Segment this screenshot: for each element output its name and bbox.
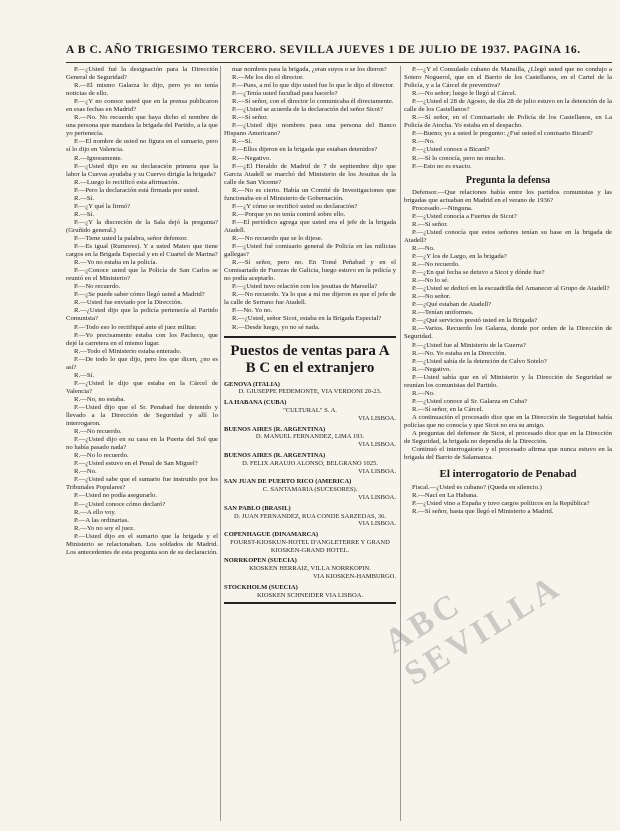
paragraph: P.—¿Usted conoce a Bicard? (412, 146, 490, 154)
sales-point-entry (224, 531, 396, 554)
sales-point-addr: D. MANUEL FERNANDEZ, LIMA 193. (255, 433, 365, 441)
sales-point-via: VIA KIOSKEN-HAMBURGO. (312, 573, 396, 581)
sales-points-title: Puestos de ventas para A B C en el extranjero (230, 342, 390, 376)
paragraph: P.—¿Usted dijo en su declaración primera que la labor la Cuevas ayudaba y su Cuervo dirigía la brigada? (66, 162, 218, 178)
sales-point-addr: D. GIUSEPPE PEDEMONTE, VIA VERDONI 20-23. (238, 388, 382, 396)
paragraph: P.—Usted sabía que en el Ministerio y la Dirección de Seguridad se reunían los comunistas del Partido. (404, 373, 612, 389)
paragraph: P.—A las ordinarias. (74, 516, 129, 524)
sales-points-box (224, 336, 396, 605)
sales-point-via: VIA LISBOA. (358, 414, 396, 422)
paragraph: R.—No. Yo estaba en la Dirección. (412, 349, 507, 357)
paragraph: P.—¿Usted fué comisario general de Policía en las milicias gallegas? (224, 243, 396, 259)
paragraph: P.—De todo lo que dijo, pero los que dicen, ¿no es así? (66, 355, 218, 371)
paragraph: P.—Esto no es exacto. (412, 162, 472, 170)
sales-point-entry (224, 478, 396, 501)
paragraph: P.—¿Se puede saber cómo llegó usted a Madrid? (74, 291, 205, 299)
paragraph: A continuación el procesado dice que en la Dirección de Seguridad había policías que no conocía y que Sicot no era su amigo. (404, 413, 612, 429)
sales-point-entry (224, 381, 396, 397)
paragraph: R.—Negativo. (412, 365, 452, 373)
sales-point-city: SAN JUAN DE PUERTO RICO (AMERICA) (224, 478, 352, 486)
sales-point-entry (224, 557, 396, 580)
sales-point-addr: KIOSKEN SCHNEIDER VIA LISBOA. (256, 591, 364, 599)
paragraph: R.—Sí. (232, 138, 253, 146)
paragraph: R.—No, no estaba. (74, 395, 126, 403)
paragraph: R.—Ignoramente. (74, 154, 123, 162)
paragraph: P.—¿Usted sabía de la detención de Calvo Sotelo? (412, 357, 547, 365)
paragraph: P.—¿Y los de Largo, en la brigada? (412, 252, 507, 260)
paragraph: R.—No lo recuerdo. (74, 452, 129, 460)
paragraph: R.—No lo sé. (412, 277, 449, 285)
paragraph: R.—No recuerdo. Ya lo que a mí me dijeron es que el jefe de la calle de Serrano fue Atadell. (224, 291, 396, 307)
sales-point-city: GENOVA (ITALIA) (224, 380, 280, 388)
paragraph: P.—¿Y la discreción de la Sala dejó la pregunta? (Gruñido general.) (66, 218, 218, 234)
paragraph: P.—¿Conoce usted que la Policía de San Carlos se reunió en el Ministerio? (66, 267, 218, 283)
paragraph: P.—¿Qué estaban de Atadell? (412, 301, 492, 309)
paragraph: R.—Yo no soy el juez. (74, 524, 135, 532)
paragraph: mar nombres para la brigada, ¿eran suyos o se los dieron? (232, 66, 387, 73)
paragraph: P.—Todo eso lo rectifiqué ante el juez militar. (74, 323, 197, 331)
paragraph: R.—Yo no estaba en la policía. (74, 259, 158, 267)
paragraph: P.—¿Y qué la firmó? (74, 202, 131, 210)
paragraph: R.—Nací en La Habana. (412, 492, 478, 500)
sales-point-addr: "CULTURAL" S. A. (283, 406, 337, 414)
paragraph: R.—Sí señor. (412, 220, 448, 228)
paragraph: R.—Sí señor, pero no. En Tomé Peñabad y en el Comisariado de Fuerzas de Galicia, luego estuvo en la policía y no podía aceptarlo. (224, 259, 396, 283)
column-3 (404, 66, 612, 821)
paragraph: P.—Pues, a mí lo que dijo usted fue lo que le dijo el director. (232, 82, 395, 90)
paragraph: P.—Ellos dijeron en la brigada que estaban detenidos? (232, 146, 378, 154)
paragraph: P.—¿Usted dijo en su casa en la Puerta del Sol que no había pasado nada? (66, 436, 218, 452)
sales-point-addr: C. SANTAMARIA (SUCESORES). (262, 486, 358, 494)
paragraph: R.—Sí señor, hasta que llegó el Ministerio a Madrid. (412, 508, 554, 516)
paragraph: R.—Sí. (74, 210, 95, 218)
sales-point-addr: FOURST-KIOSKUN-HOTEL D'ANGLETERRE Y GRAND KIOSKEN-GRAND HOTEL. (230, 538, 390, 554)
column-2 (224, 66, 396, 821)
paragraph: R.—No. (74, 468, 97, 476)
sales-point-entry (224, 399, 396, 422)
paragraph: P.—¿Usted sabe que el sumario fue instruido por los Tribunales Populares? (66, 476, 218, 492)
paragraph: R.—No recuerdo que se lo dijese. (232, 234, 323, 242)
paragraph: R.—No. (412, 389, 435, 397)
paragraph: R.—Sí. (74, 371, 95, 379)
sales-point-via: VIA LISBOA. (358, 493, 396, 501)
paragraph: R.—A ello voy. (74, 508, 116, 516)
sales-point-entry (224, 505, 396, 528)
paragraph: P.—¿Usted conocía que estos señores tenían su base en la brigada de Atadell? (404, 228, 612, 244)
sales-point-entry (224, 452, 396, 475)
sales-point-city: BUENOS AIRES (R. ARGENTINA) (224, 425, 326, 433)
paragraph: Continuó el interrogatorio y el procesado afirma que nunca estuvo en la brigada del Barrio de Salamanca. (404, 446, 612, 462)
paragraph: R.—¿Usted, señor Sicot, estaba en la Brigada Especial? (232, 315, 382, 323)
paragraph: P.—¿Usted se dedicó en la escuadrilla del Amanecer al Grupo de Atadell? (412, 285, 610, 293)
section-heading: Pregunta la defensa (465, 174, 551, 186)
paragraph: P.—Usted dijo en el sumario que la brigada y el Ministerio se relacionaban. Los soldados de Madrid. Los antecedentes de esta pregunta son de su declaración. (66, 532, 218, 556)
paragraph: R.—No señor. (412, 293, 451, 301)
paragraph: P.—No. Yo no. (232, 307, 273, 315)
sales-points-list (224, 381, 396, 600)
paragraph: P.—¿Usted le dijo que estaba en la Cárcel de Valencia? (66, 379, 218, 395)
paragraph: R.—Todo el Ministerio estaba enterado. (74, 347, 182, 355)
paragraph: R.—No recuerdo. (412, 261, 460, 269)
interrogation-text (404, 66, 612, 171)
paragraph: R.—No. (412, 244, 435, 252)
paragraph: P.—¿Y el Consulado cubano de Mansilla, ¿Llegó usted que no condujo a Sotero Noguerol, que en el Barrio de los Castellanos, en el Cartel de la Policía, y a la Cárcel de preventiva? (404, 66, 612, 90)
paragraph: P.—Usted no podía asegurarlo. (74, 492, 158, 500)
column-divider (220, 66, 221, 821)
defense-questions (404, 189, 612, 463)
sales-point-city: STOCKHOLM (SUECIA) (224, 583, 298, 591)
paragraph: P.—¿Y no conoce usted que en la prensa publicaron en esas fechas en Madrid? (66, 98, 218, 114)
paragraph: R.—Usted fue enviado por la Dirección. (74, 299, 183, 307)
paragraph: P.—El nombre de usted no figura en el sumario, pero sí lo dijo en Valencia. (66, 138, 218, 154)
paragraph: P.—¿Usted fue al Ministerio de la Guerra? (412, 341, 526, 349)
sales-point-addr: KIOSKEN HERRAIZ, VILLA NORRKOPIN. (249, 565, 371, 573)
paragraph: R.—Desde luego, yo no sé nada. (232, 323, 320, 331)
paragraph: R.—Negativo. (232, 154, 272, 162)
paragraph: P.—No recuerdo. (74, 283, 121, 291)
paragraph: P.—¿En qué fecha se detuvo a Sicot y dónde fue? (412, 269, 545, 277)
paragraph: P.—¿Usted conocía a Fuertes de Sicot? (412, 212, 517, 220)
paragraph: R.—Sí lo conocía, pero no mucho. (412, 154, 505, 162)
paragraph: P.—Yo precisamente estaba con los Pacheco, que dejé la carretera en el mismo lugar. (66, 331, 218, 347)
paragraph: R.—Me los dio el director. (232, 74, 304, 82)
paragraph: R.—Varios. Recuerdo los Galarza, donde por orden de la Dirección de Seguridad. (404, 325, 612, 341)
watermark: ABC SEVILLA (378, 567, 569, 693)
sales-point-entry (224, 426, 396, 449)
header-rule (66, 62, 612, 63)
paragraph: R.—No. No recuerdo que haya dicho el nombre de una persona que mandara la brigada del Partido, a la que yo pertenecía. (66, 114, 218, 138)
paragraph: P.—¿Tenía usted facultad para hacerlo? (232, 90, 338, 98)
paragraph: P.—¿Usted se acuerda de la declaración del señor Sicot? (232, 106, 383, 114)
paragraph: R.—¿Usted dijo que la policía pertenecía al Partido Comunista? (66, 307, 218, 323)
page-header: A B C. AÑO TRIGESIMO TERCERO. SEVILLA JUEVES 1 DE JULIO DE 1937. PAGINA 16. (66, 44, 581, 56)
column-divider (400, 66, 401, 821)
paragraph: P.—Es igual (Rumores). Y a usted Mateo que tiene cargos en la Brigada Especial y en el Cuartel de Marina? (66, 243, 218, 259)
sales-point-entry (224, 584, 396, 600)
paragraph: R.—El mismo Galarza lo dijo, pero yo no tenía noticias de ello. (66, 82, 218, 98)
column-1 (66, 66, 218, 821)
sales-point-city: SAN PABLO (BRASIL) (224, 504, 291, 512)
paragraph: P.—¿Usted fué la designación para la Dirección General de Seguridad? (66, 66, 218, 82)
sales-point-city: BUENOS AIRES (R. ARGENTINA) (224, 451, 326, 459)
paragraph: R.—No. (412, 138, 435, 146)
paragraph: Fiscal.—¿Usted es cubano? (Queda en silencio.) (412, 484, 542, 492)
paragraph: P.—Usted dijo que el Sr. Penabad fue detenido y llevado a la Dirección de Seguridad y allí lo interrogaron. (66, 403, 218, 428)
sales-point-city: LA HABANA (CUBA) (224, 399, 287, 407)
paragraph: A preguntas del defensor de Sicot, el procesado dice que en la Dirección de Seguridad, la brigada no dependía de la Dirección. (404, 430, 612, 446)
paragraph: R.—Sí. (74, 194, 95, 202)
sales-point-addr: D. FELIX ARAUJO ALONSO, BELGRANO 1025. (242, 459, 378, 467)
paragraph: R.—Luego lo rectificó esta afirmación. (74, 178, 180, 186)
sales-point-city: NORRKOPEN (SUECIA) (224, 557, 297, 565)
paragraph: P.—Bueno; yo a usted le pregunto: ¿Fué usted el comisario Bicard? (412, 130, 593, 138)
paragraph: P.—Tiene usted la palabra, señor defensor. (74, 234, 188, 242)
sales-point-via: VIA LISBOA. (358, 467, 396, 475)
paragraph: R.—Sí señor, en la Cárcel. (412, 405, 484, 413)
paragraph: P.—¿Y cómo se rectificó usted su declaración? (232, 202, 358, 210)
paragraph: P.—El periódico agrega que usted era el jefe de la brigada Atadell. (224, 218, 396, 234)
paragraph: R.—No recuerdo. (74, 428, 122, 436)
paragraph: P.—¿El Heraldo de Madrid de 7 de septiembre dijo que Garcia Atadell se marchó del Ministerio de los Jesuitas de la calle de San Vicente? (224, 162, 396, 186)
paragraph: Procesado.—Ninguna. (412, 204, 473, 212)
sales-point-city: COPENHAGUE (DINAMARCA) (224, 531, 319, 539)
paragraph: R.—Tenían uniformes. (412, 309, 474, 317)
sales-point-via: VIA LISBOA. (358, 441, 396, 449)
paragraph: R.—Sí señor, en el Comisariado de Policía de los Castellanos, en La Policía de Atocha. Yo estaba en el despacho. (404, 114, 612, 130)
sales-point-via: VIA LISBOA. (358, 520, 396, 528)
paragraph: R.—Sí señor. (232, 114, 268, 122)
section-heading: El interrogatorio de Penabad (439, 468, 577, 481)
paragraph: P.—¿Usted conoce cómo declaró? (74, 500, 166, 508)
paragraph: P.—¿Qué servicios prestó usted en la Brigada? (412, 317, 537, 325)
paragraph: P.—¿Usted estuvo en el Penal de San Miguel? (74, 460, 198, 468)
paragraph: R.—Sí señor, con el director lo comunicaba él directamente. (232, 98, 394, 106)
paragraph: Defensor.—Que relaciones había entre los partidos comunistas y las brigadas que actuaban en Madrid en el verano de 1936? (404, 188, 612, 204)
paragraph: P.—¿Usted el 28 de Agosto, de día 28 de julio estuvo en la detención de la calle de los Castellanos? (404, 98, 612, 114)
paragraph: R.—No es cierto. Había un Comité de Investigaciones que funcionaba en el Ministerio de Gobernación. (224, 186, 396, 202)
paragraph: P.—¿Usted vino a España y tuvo cargos políticos en la República? (412, 500, 590, 508)
paragraph: R.—No señor; luego le llegó al Cárcel. (412, 90, 517, 98)
paragraph: P.—Pero la declaración está firmada por usted. (74, 186, 200, 194)
paragraph: R.—Porque yo no tenía control sobre ello. (232, 210, 346, 218)
paragraph: P.—¿Usted conoce al Sr. Galarza en Cuba? (412, 397, 528, 405)
interrogation-text (224, 66, 396, 332)
paragraph: P.—¿Usted tuvo relación con los jesuitas de Marsella? (232, 283, 378, 291)
sales-point-addr: D. JUAN FERNANDEZ, RUA CONDE SARZEDAS, 36. (233, 512, 387, 520)
paragraph: P.—¿Usted dijo nombres para una persona del Banco Hispano Americano? (224, 122, 396, 138)
